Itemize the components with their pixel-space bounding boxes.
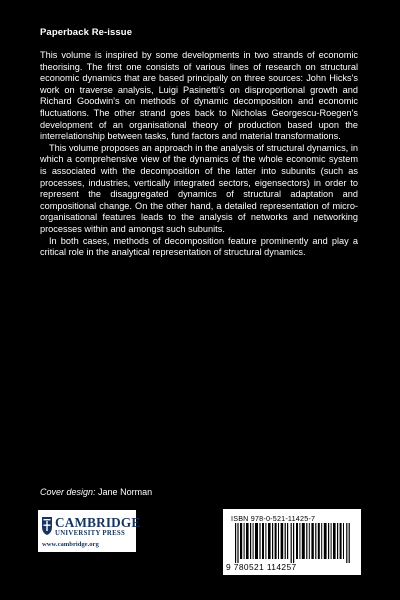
publisher-logo [38, 510, 141, 552]
isbn-text: ISBN 978-0-521-11425-7 [231, 514, 316, 523]
cover-design-label: Cover design: [40, 487, 96, 497]
blurb-text [40, 50, 358, 259]
publisher-subtitle: UNIVERSITY PRESS [55, 530, 126, 537]
publisher-name: CAMBRIDGE [55, 515, 141, 530]
reissue-label: Paperback Re-issue [40, 27, 133, 38]
blurb-paragraph: In both cases, methods of decomposition feature prominently and play a critical role in the analytical representation of structural dynamics. [40, 235, 358, 258]
isbn-barcode-panel [223, 509, 361, 575]
crest-icon [41, 516, 53, 536]
blurb-paragraph: This volume proposes an approach in the analysis of structural dynamics, in which a comprehensive view of the dynamics of the whole economic system is associated with the decomposition of the latter into subunits (such as processes, industries, vertically integrated sectors, eigensectors) in order to represent the disaggregated dynamics of structural adaptation and compositional change. On the other hand, a detailed representation of micro-organisational features leads to the analysis of networks and networking processes within and amongst such subunits. [40, 142, 358, 234]
cover-design-credit [40, 487, 152, 497]
barcode-icon [235, 523, 351, 563]
cover-design-name: Jane Norman [98, 487, 153, 497]
blurb-paragraph: This volume is inspired by some developments in two strands of economic theorising. The first one consists of various lines of research on structural economic dynamics that are based principally on three sources: John Hicks's work on traverse analysis, Luigi Pasinetti's on disproportional growth and Richard Goodwin's on methods of dynamic decomposition and economic fluctuations. The other strand goes back to Nicholas Georgescu-Roegen's development of an organisational theory of production based upon the interrelationship between tasks, fund factors and material transformations. [40, 50, 358, 142]
barcode-digits: 9 780521 114257 [226, 562, 297, 572]
publisher-url: www.cambridge.org [42, 541, 99, 548]
